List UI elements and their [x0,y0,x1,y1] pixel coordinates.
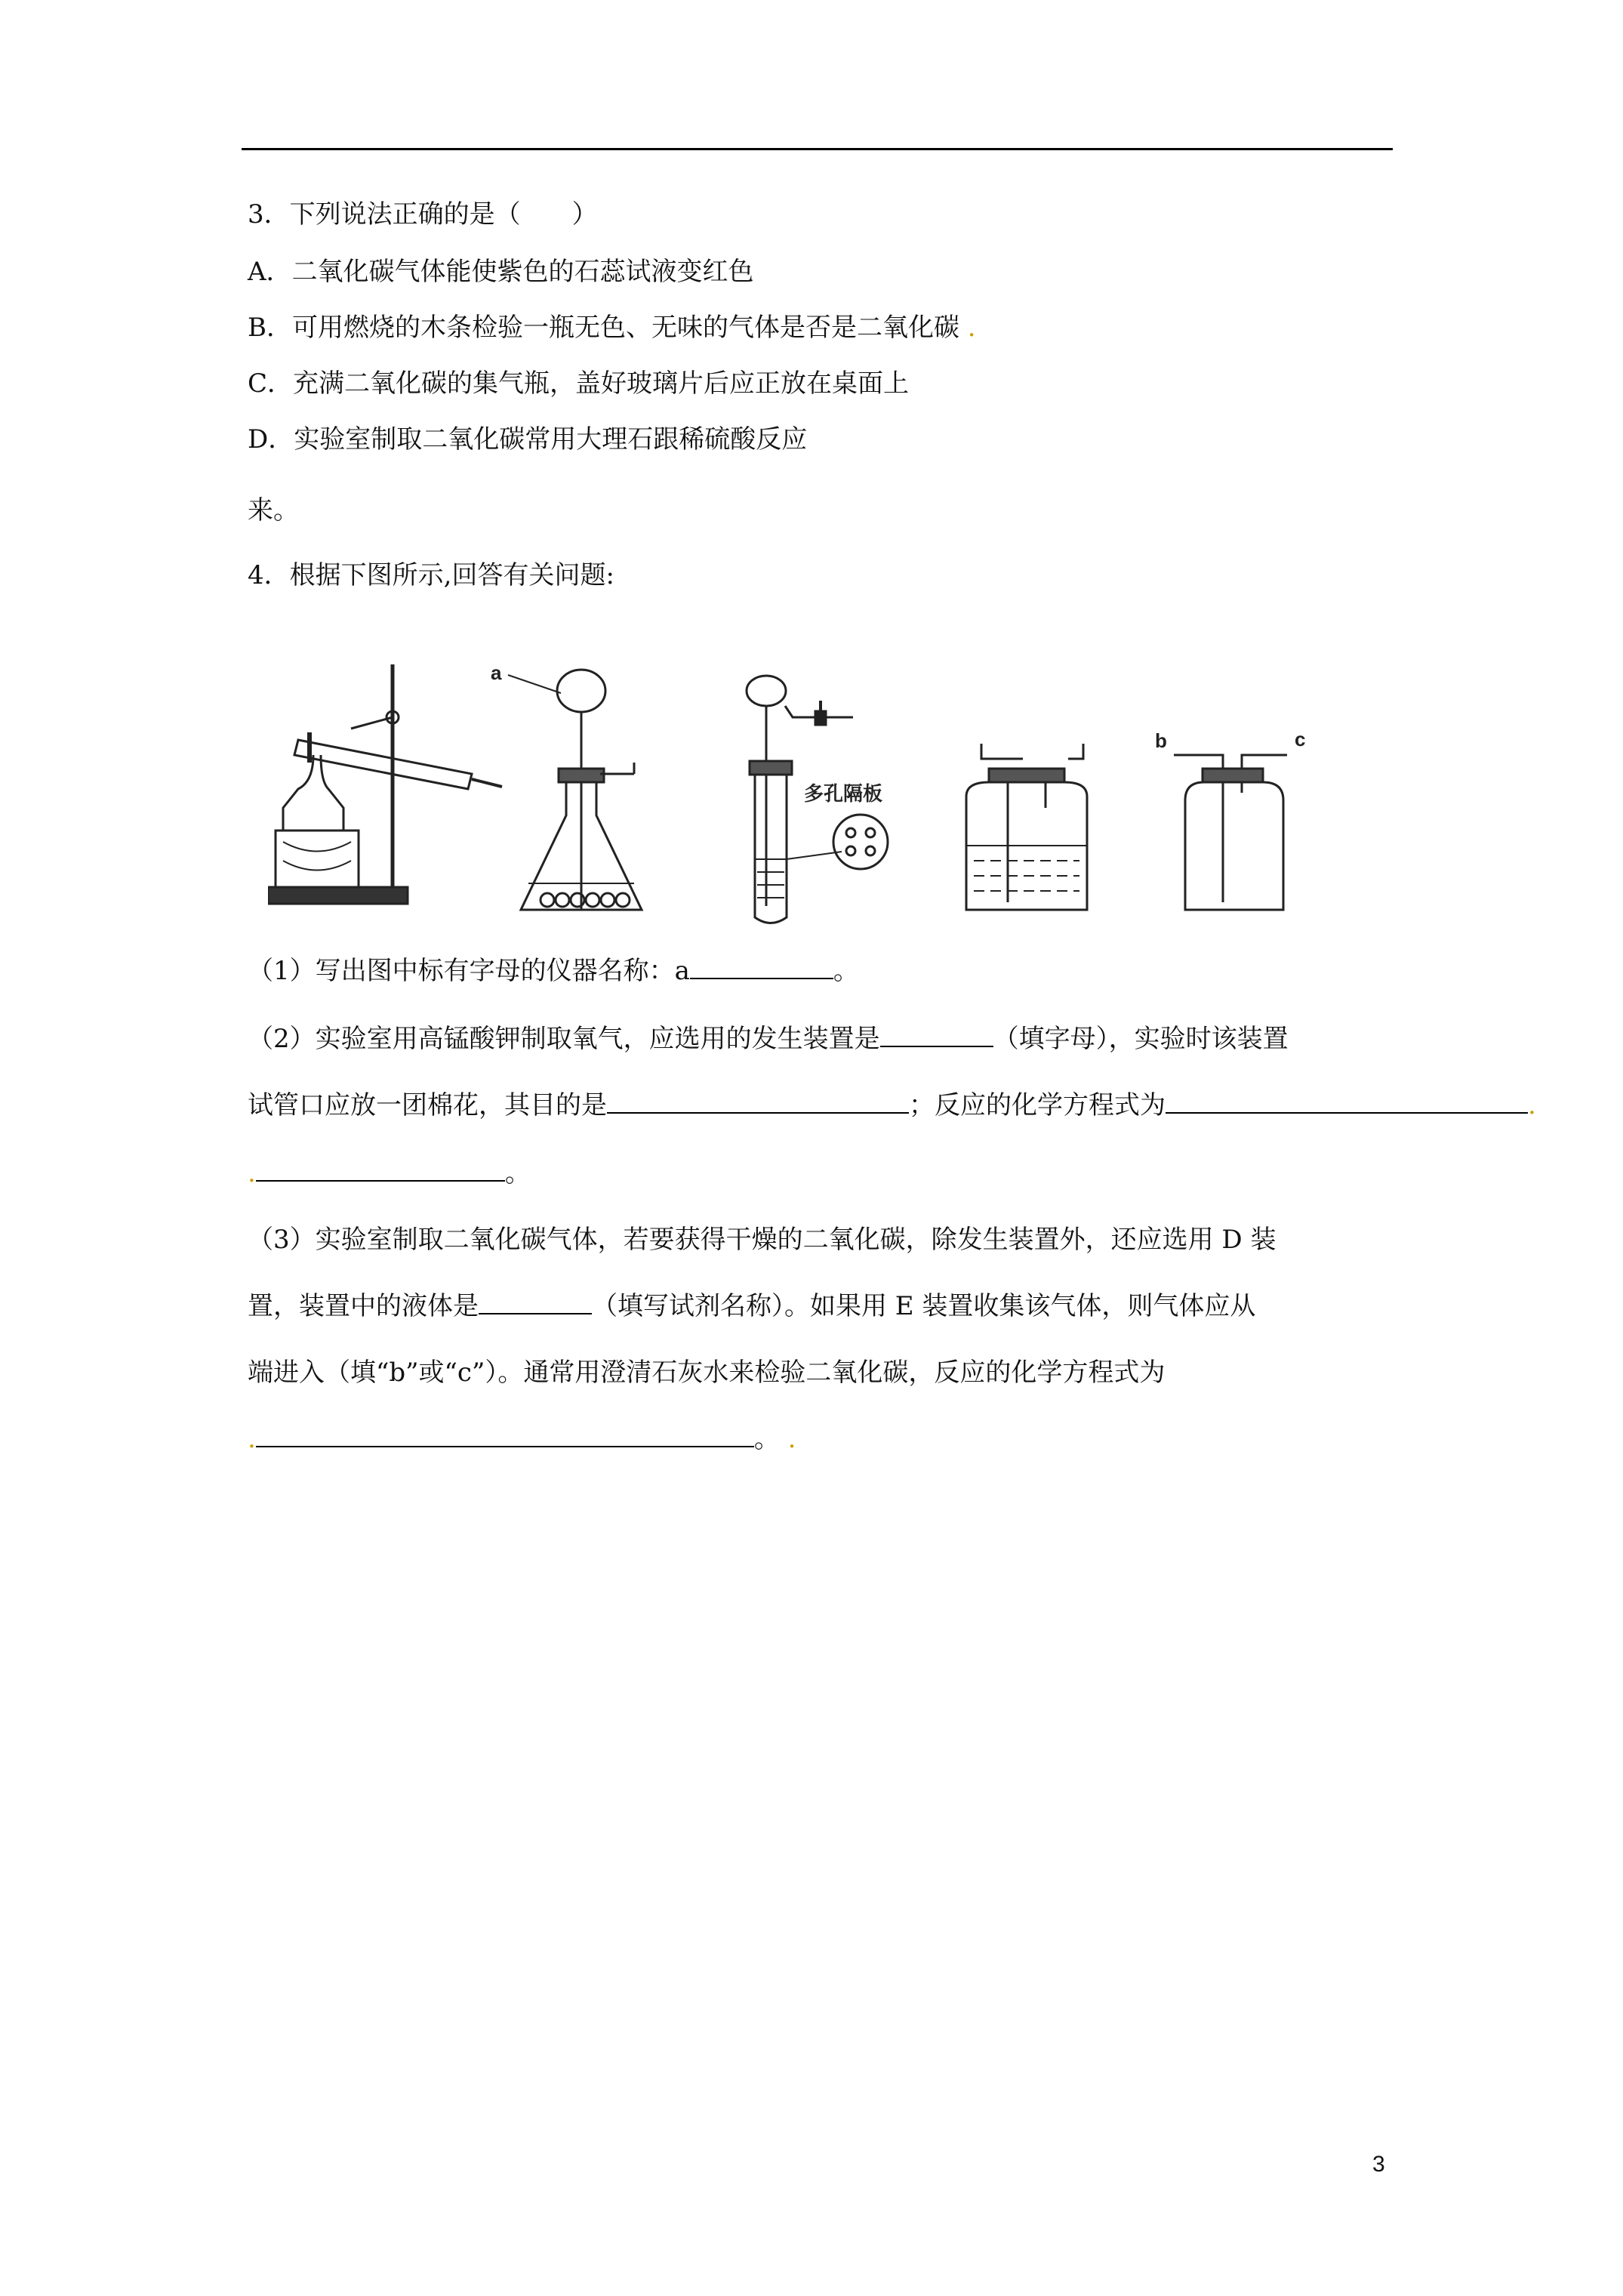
label-c: c [1295,728,1306,750]
q4-part3-line3: 端进入（填“b”或“c”）。通常用澄清石灰水来检验二氧化碳，反应的化学方程式为 [248,1358,1166,1388]
apparatus-figure [268,619,1370,936]
q3-stem: 3．下列说法正确的是（ ） [248,199,598,230]
q3-option-c: C．充满二氧化碳的集气瓶，盖好玻璃片后应正放在桌面上 [248,368,910,399]
apparatus-e [1155,728,1305,910]
q4-part1: （1）写出图中标有字母的仪器名称：a 。 [248,956,859,986]
label-b: b [1155,729,1167,752]
q4-part3-line2: 置，装置中的液体是 （填写试剂名称）。如果用 E 装置收集该气体，则气体应从 [248,1291,1256,1321]
q3-option-d: D．实验室制取二氧化碳常用大理石跟稀硫酸反应 [248,424,808,455]
apparatus-d [966,744,1087,910]
q4-stem: 4．根据下图所示,回答有关问题: [248,560,614,590]
label-a: a [491,661,502,684]
answer-blank-equation-2[interactable] [256,1423,754,1447]
answer-blank-reagent[interactable] [479,1290,592,1314]
apparatus-c [747,676,888,923]
apparatus-b [491,661,642,910]
q3-option-b: B．可用燃烧的木条检验一瓶无色、无味的气体是否是二氧化碳 . [248,313,976,343]
answer-blank-a[interactable] [690,955,833,979]
answer-blank-equation-1[interactable] [1166,1089,1528,1114]
q3-trail: 来。 [248,495,299,525]
page-number: 3 [1372,2152,1385,2177]
apparatus-a [268,664,502,904]
q3-option-a: A．二氧化碳气体能使紫色的石蕊试液变红色 [248,257,754,287]
header-rule [242,148,1393,150]
q4-part2-line2: 试管口应放一团棉花，其目的是 ；反应的化学方程式为 . [248,1090,1536,1120]
answer-blank-equation-1-cont[interactable] [256,1157,505,1182]
q4-part2-line3: . 。 [248,1158,531,1188]
q4-part2-line1: （2）实验室用高锰酸钾制取氧气，应选用的发生装置是 （填字母），实验时该装置 [248,1024,1289,1054]
porous-plate-label: 多孔隔板 [804,782,883,805]
answer-blank-purpose[interactable] [607,1089,909,1114]
q4-part3-line4: . 。 . [248,1424,796,1454]
answer-blank-apparatus[interactable] [880,1023,993,1047]
q4-part3-line1: （3）实验室制取二氧化碳气体，若要获得干燥的二氧化碳，除发生装置外，还应选用 D 装 [248,1225,1277,1255]
